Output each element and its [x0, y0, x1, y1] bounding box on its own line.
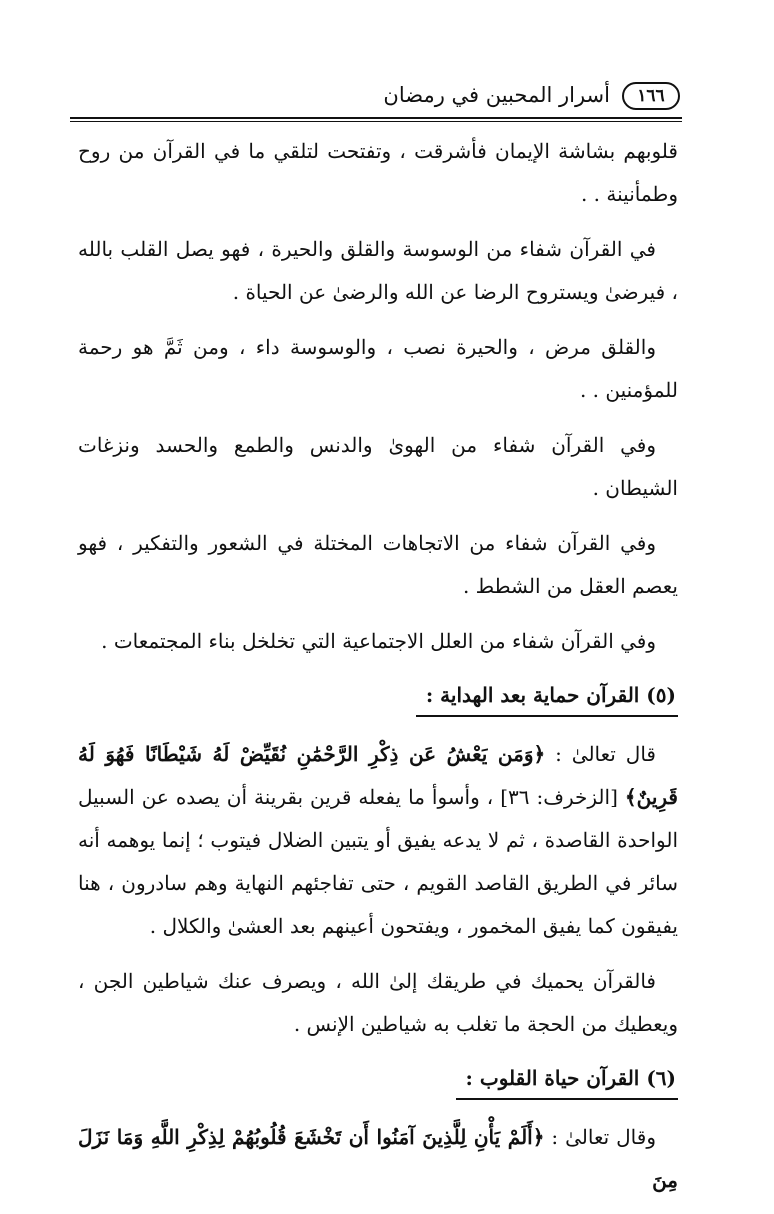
- page-number: ١٦٦: [637, 85, 665, 106]
- paragraph-6: وفي القرآن شفاء من العلل الاجتماعية التي تخلخل بناء المجتمعات .: [101, 629, 656, 653]
- running-header: [70, 80, 680, 114]
- quran-verse-hadid: ﴿أَلَمْ يَأْنِ لِلَّذِينَ آمَنُوا أَن تَخْشَعَ قُلُوبُهُمْ لِذِكْرِ اللَّهِ وَمَا نَزَلَ مِنَ: [78, 1125, 678, 1192]
- paragraph-9-intro: وقال تعالىٰ :: [544, 1125, 656, 1149]
- paragraph-8: فالقرآن يحميك في طريقك إلىٰ الله ، ويصرف عنك شياطين الجن ، ويعطيك من الحجة ما تغلب به شياطين الإنس .: [78, 969, 678, 1036]
- header-rule-thin: [70, 121, 682, 122]
- header-rule-thick: [70, 117, 682, 119]
- paragraph-7-intro: قال تعالىٰ :: [545, 742, 656, 766]
- quran-verse-zukhruf: ﴿وَمَن يَعْشُ عَن ذِكْرِ الرَّحْمَٰنِ نُقَيِّضْ لَهُ شَيْطَانًا فَهُوَ لَهُ قَرِينٌ﴾: [78, 742, 678, 809]
- page-number-badge: [622, 82, 680, 110]
- paragraph-7-body: [الزخرف: ٣٦] ، وأسوأ ما يفعله قرين بقرينة أن يصده عن السبيل الواحدة القاصدة ، ثم لا يدعه يفيق أو يتبين الضلال فيتوب ؛ إنما يوهمه أنه سائر في الطريق القاصد القويم ، حتى تفاجئهم النهاية وهم سادرون ، هنا يفيقون كما يفيق المخمور ، ويفتحون أعينهم بعد العشىٰ والكلال .: [78, 785, 678, 938]
- paragraph-9: [78, 1116, 678, 1202]
- running-title: أسرار المحبين في رمضان: [383, 83, 610, 107]
- paragraph-2: في القرآن شفاء من الوسوسة والقلق والحيرة ، فهو يصل القلب بالله ، فيرضىٰ ويستروح الرضا عن الله والرضىٰ عن الحياة .: [78, 237, 678, 304]
- section-5-heading-wrap: [78, 675, 678, 719]
- section-6-heading: (٦) القرآن حياة القلوب :: [456, 1058, 678, 1100]
- paragraph-3: والقلق مرض ، والحيرة نصب ، والوسوسة داء ، ومن ثَمَّ هو رحمة للمؤمنين . .: [78, 335, 678, 402]
- paragraph-4: وفي القرآن شفاء من الهوىٰ والدنس والطمع والحسد ونزغات الشيطان .: [78, 433, 678, 500]
- section-5-heading: (٥) القرآن حماية بعد الهداية :: [416, 675, 678, 717]
- paragraph-1: قلوبهم بشاشة الإيمان فأشرقت ، وتفتحت لتلقي ما في القرآن من روح وطمأنينة . .: [78, 139, 678, 206]
- section-6-heading-wrap: [78, 1058, 678, 1102]
- paragraph-7: [78, 733, 678, 948]
- paragraph-5: وفي القرآن شفاء من الاتجاهات المختلة في الشعور والتفكير ، فهو يعصم العقل من الشطط .: [78, 531, 678, 598]
- body-text: [78, 130, 678, 1214]
